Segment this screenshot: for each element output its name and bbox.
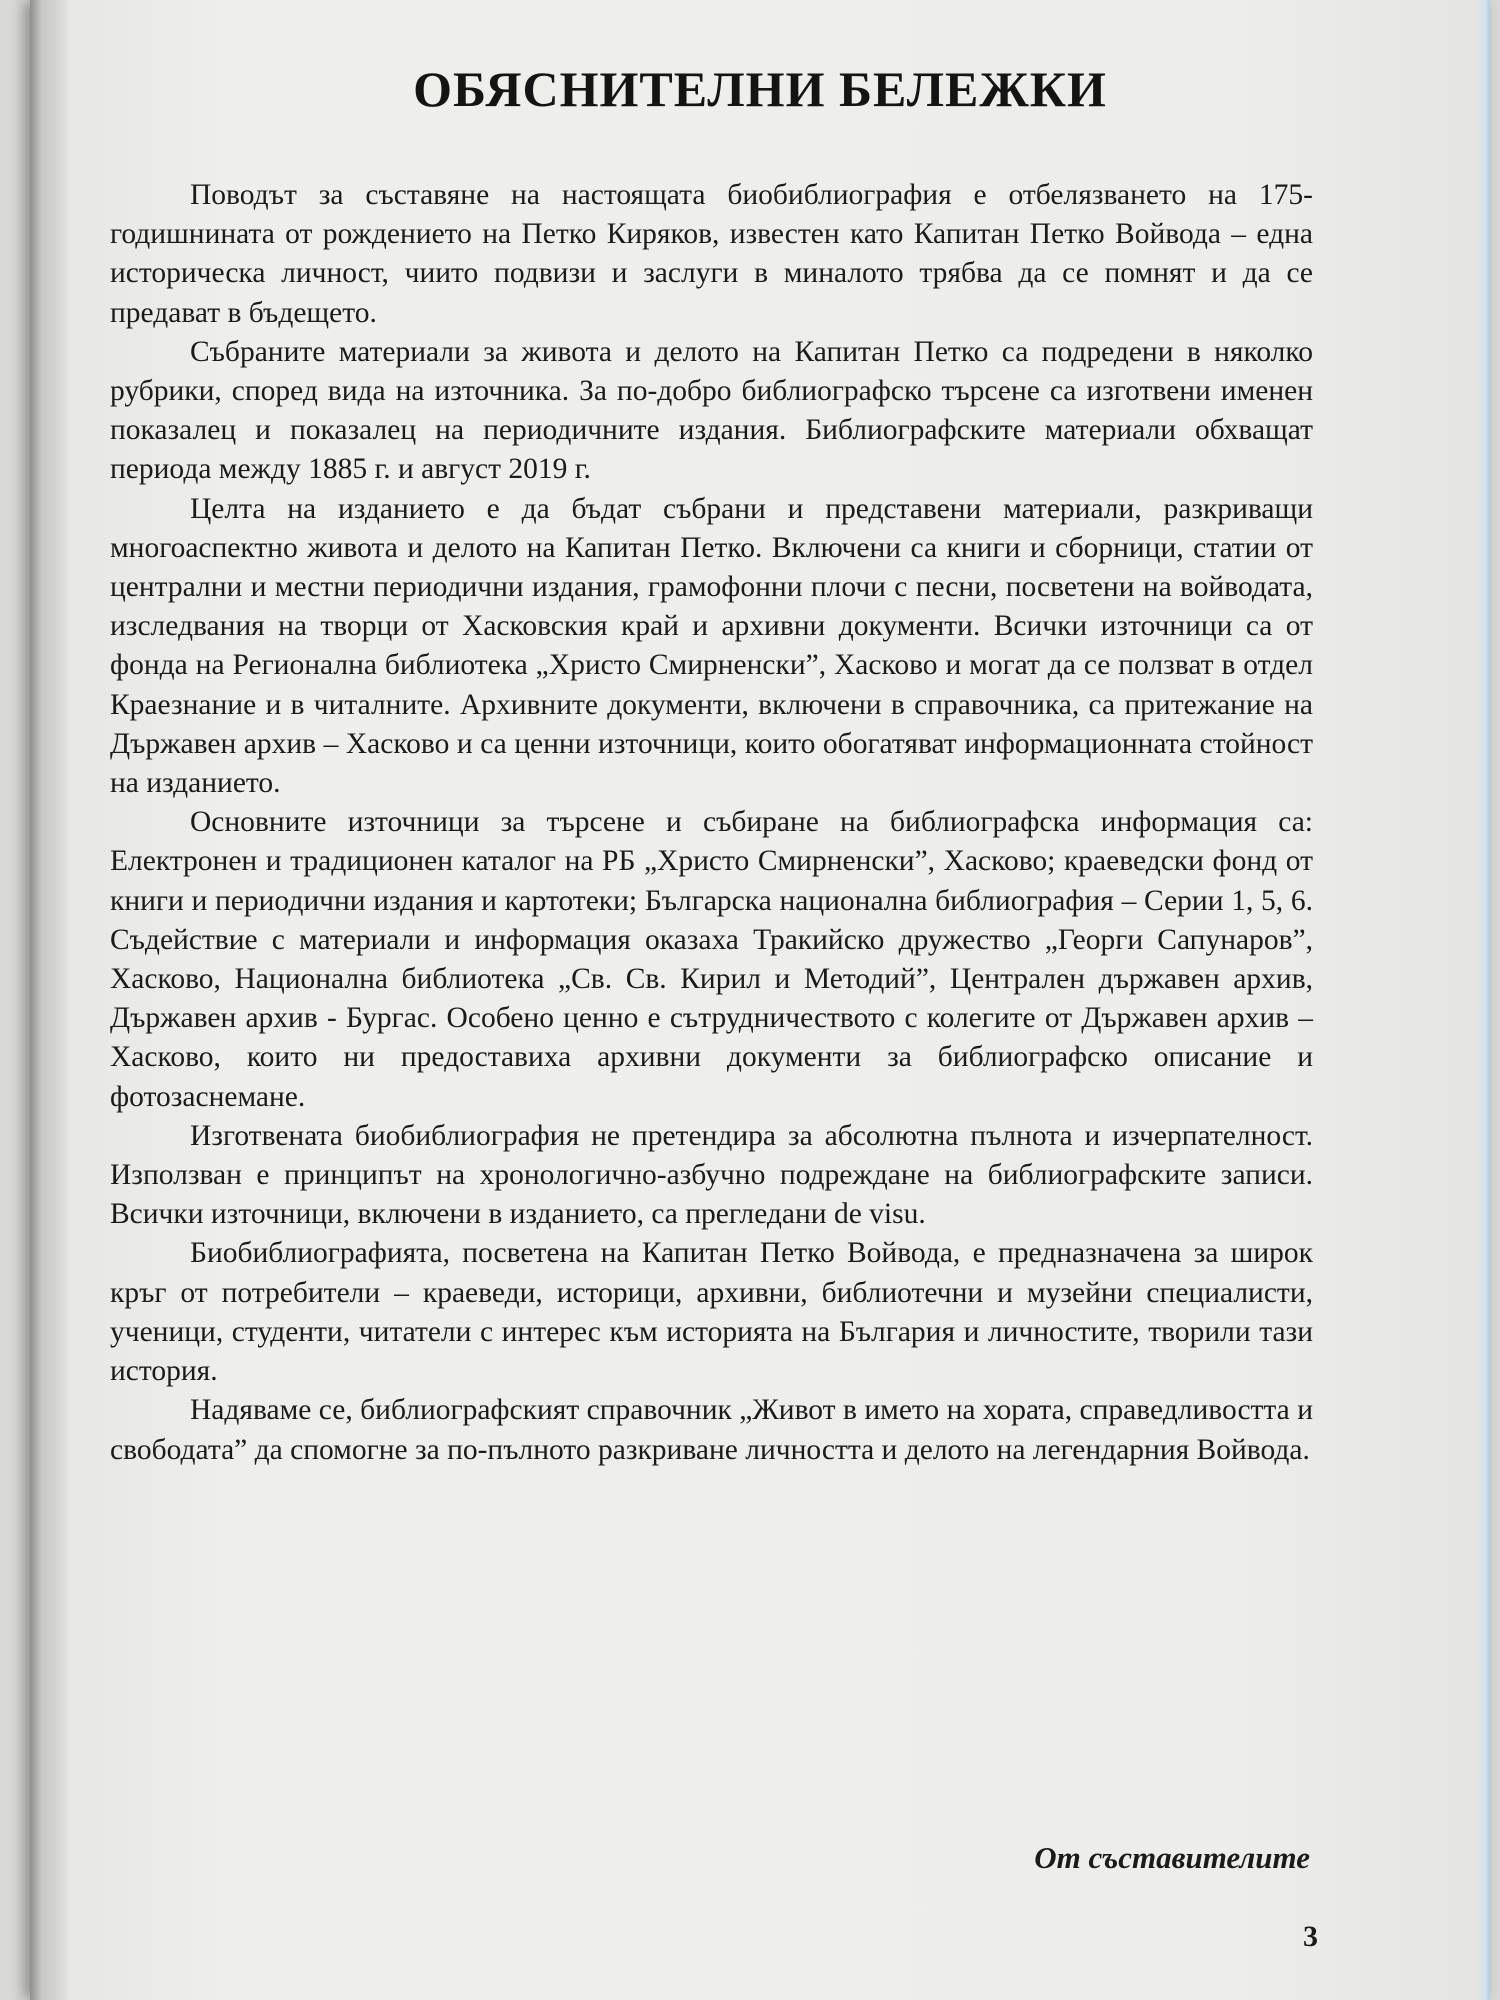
paragraph-audience: Биобиблиографията, посветена на Капитан Петко Войвода, е предназначена за широк кръг от потребители – краеведи, историци, архивни, библиотечни и музейни специалисти, ученици, студенти, читатели с интерес към историята на България и личностите, творили тази история. xyxy=(110,1237,1313,1388)
body-text xyxy=(110,176,1313,1470)
paragraph-purpose: Целта на изданието е да бъдат събрани и представени материали, разкриващи многоаспектно живота и делото на Капитан Петко. Включени са книги и сборници, статии от централни и местни периодични издания, грамофонни плочи с песни, посветени на войводата, изследвания на творци от Хасковския край и архивни документи. Всички източници са от фонда на Регионална библиотека „Христо Смирненски”, Хасково и могат да се ползват в отдел Краезнание и в читалните. Архивните документи, включени в справочника, са притежание на Държавен архив – Хасково и са ценни източници, които обогатяват информационната стойност на изданието. xyxy=(110,492,1313,800)
paragraph-completeness: Изготвената биобиблиография не претендира за абсолютна пълнота и изчерпателност. Използван е принципът на хронологично-азбучно подреждане на библиографските записи. Всички източници, включени в изданието, са прегледани de visu. xyxy=(110,1119,1313,1231)
page-number: 3 xyxy=(1303,1920,1318,1953)
page-title: ОБЯСНИТЕЛНИ БЕЛЕЖКИ xyxy=(413,61,1107,117)
page-edge xyxy=(1476,0,1490,2000)
paragraph-hope: Надяваме се, библиографският справочник „Живот в името на хората, справедливостта и свободата” да спомогне за по-пълното разкриване личността и делото на легендарния Войвода. xyxy=(110,1394,1313,1466)
signature: От съставителите xyxy=(1034,1840,1310,1875)
spine-shadow xyxy=(30,0,70,2000)
paragraph-occasion: Поводът за съставяне на настоящата биобиблиография е отбелязването на 175-годишнината от рождението на Петко Киряков, известен като Капитан Петко Войвода – една историческа личност, чиито подвизи и заслуги в миналото трябва да се помнят и да се предават в бъдещето. xyxy=(110,179,1313,329)
paragraph-materials: Събраните материали за живота и делото на Капитан Петко са подредени в няколко рубрики, според вида на източника. За по-добро библиографско търсене са изготвени именен показалец и показалец на периодичните издания. Библиографските материали обхващат периода между 1885 г. и август 2019 г. xyxy=(110,335,1313,486)
paragraph-sources: Основните източници за търсене и събиране на библиографска информация са: Електронен и традиционен каталог на РБ „Христо Смирненски”, Хасково; краеведски фонд от книги и периодични издания и картотеки; Българска национална библиография – Серии 1, 5, 6. Съдействие с материали и информация оказаха Тракийско дружество „Георги Сапунаров”, Хасково, Национална библиотека „Св. Св. Кирил и Методий”, Централен държавен архив, Държавен архив - Бургас. Особено ценно е сътрудничеството с колегите от Държавен архив – Хасково, които ни предоставиха архивни документи за библиографско описание и фотозаснемане. xyxy=(110,806,1313,1113)
book-page xyxy=(30,0,1490,2000)
